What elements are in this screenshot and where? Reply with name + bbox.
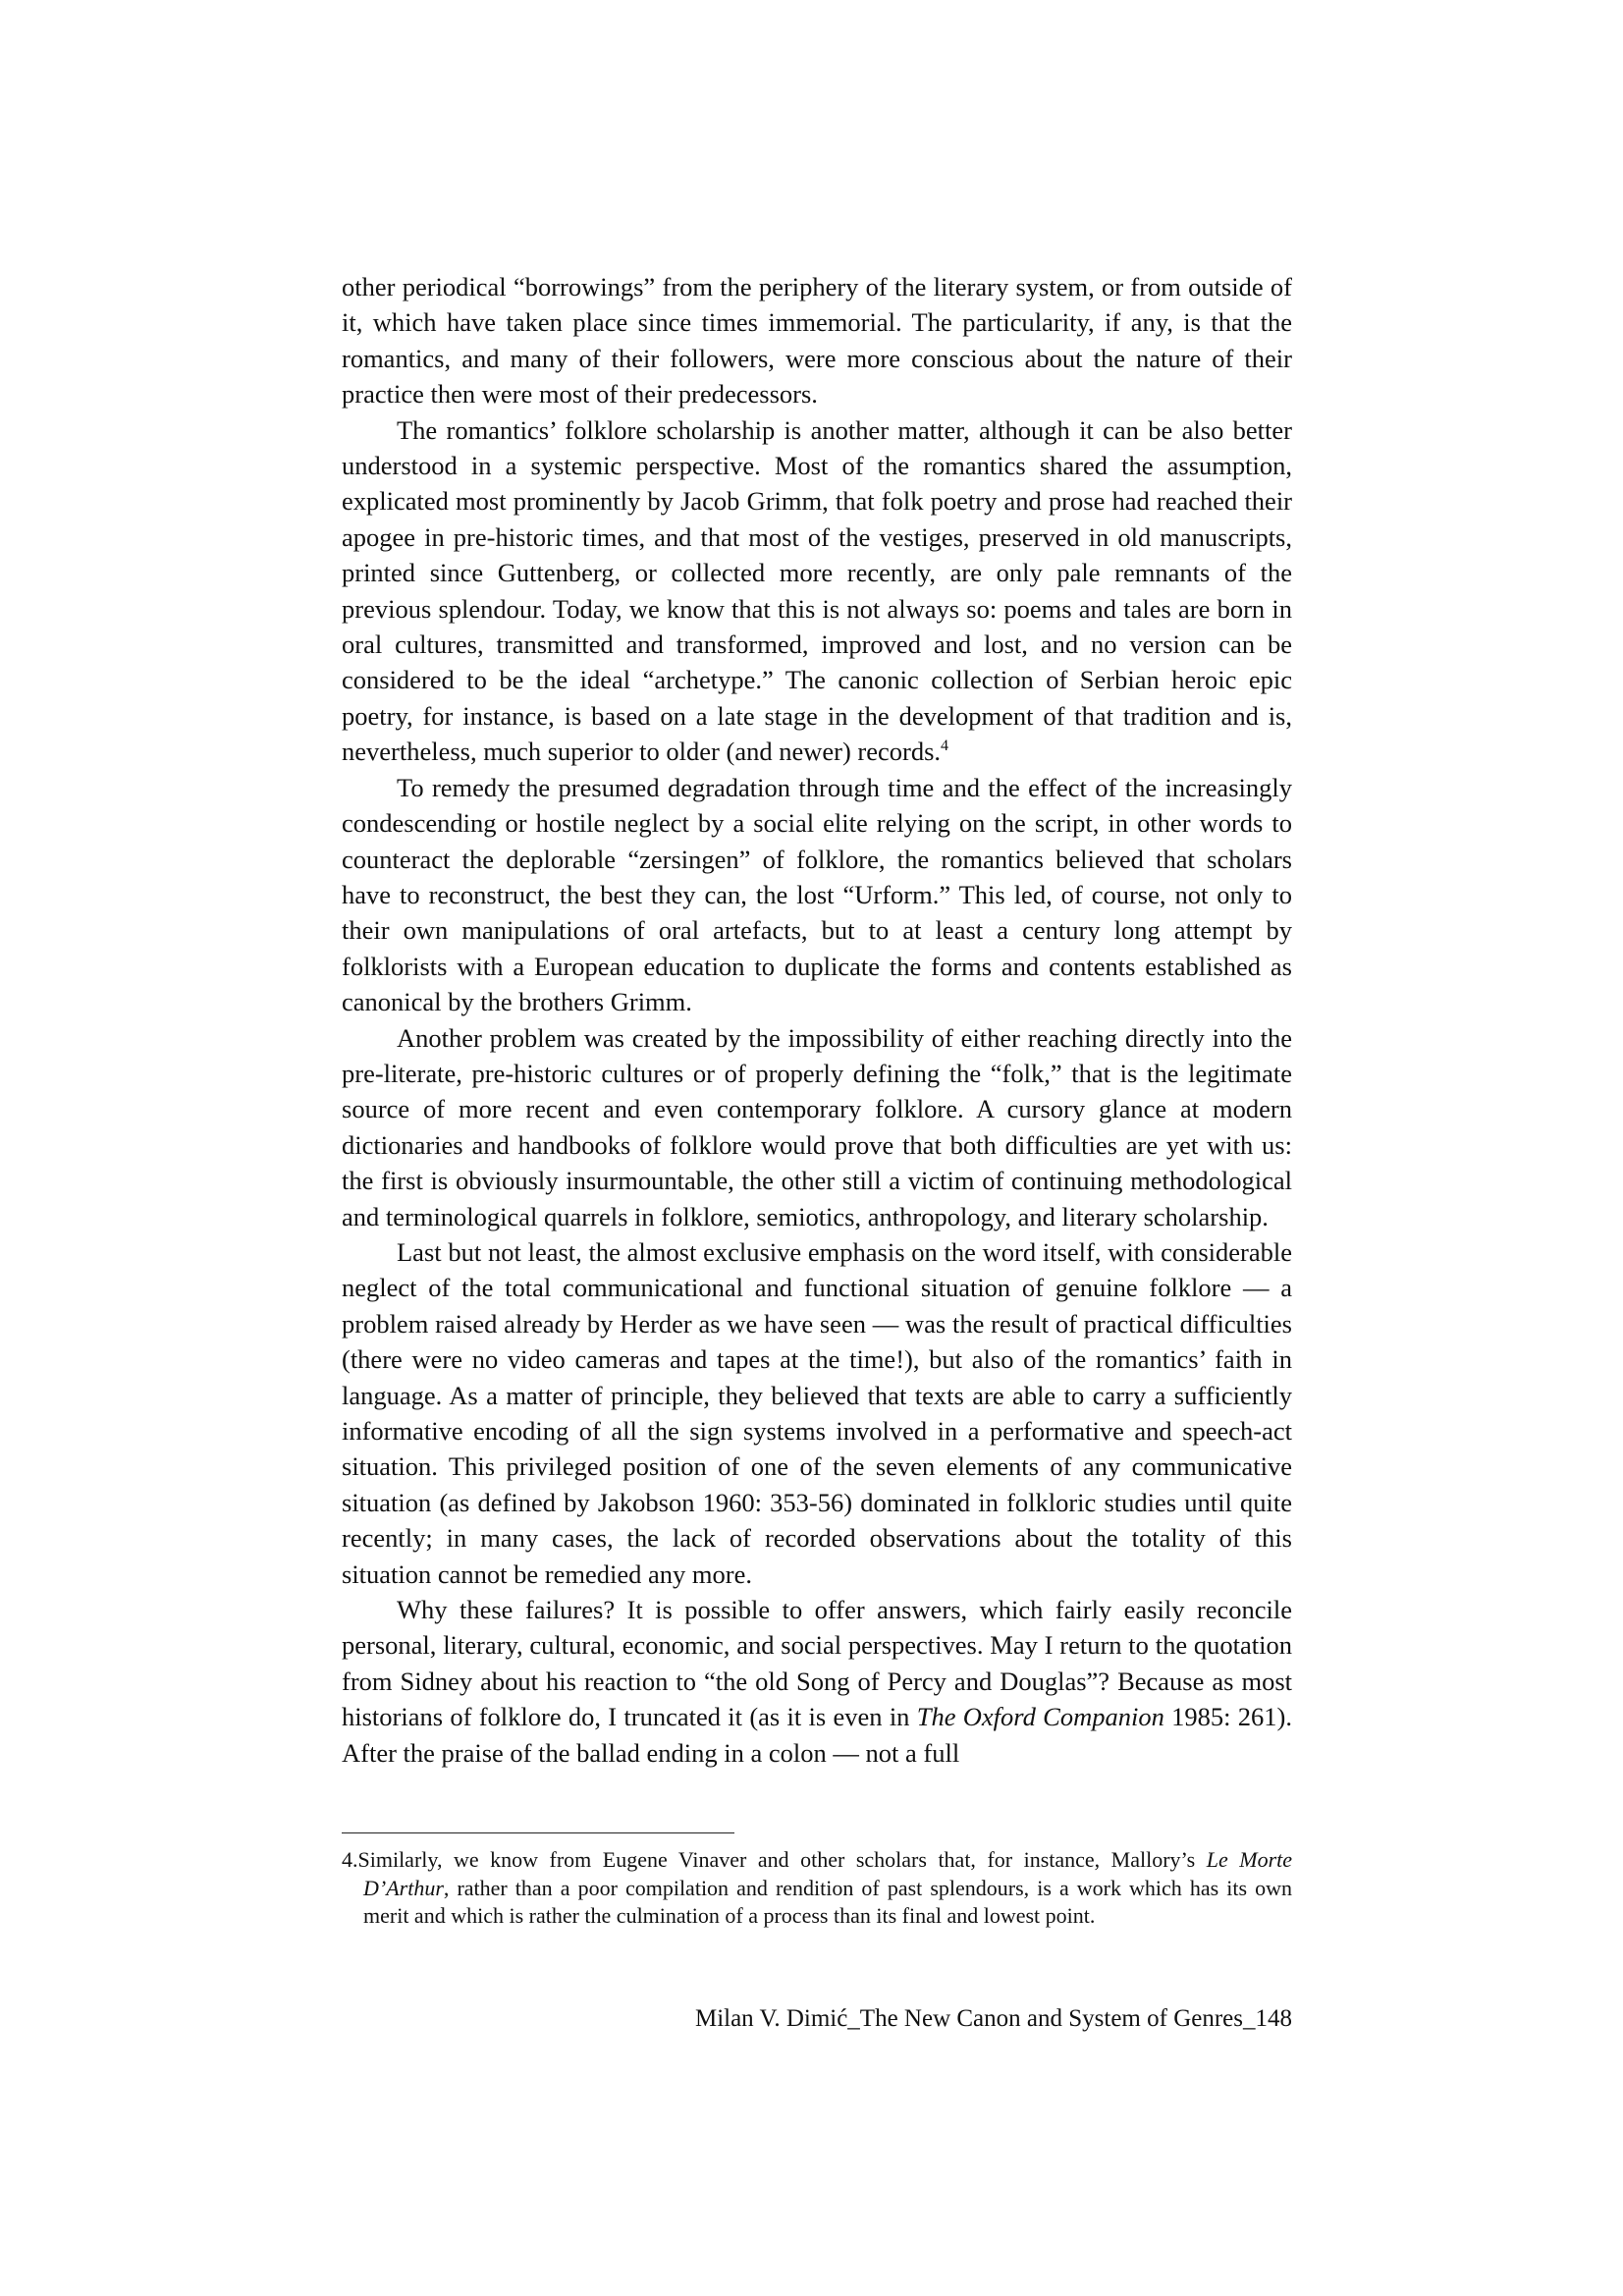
paragraph-text: other periodical “borrowings” from the periphery of the literary system, or from outside of it, which have taken place since times immemorial. The particularity, if any, is that the romantics, and many of their followers, were more conscious about the nature of their practice then were most of their predecessors.: [342, 272, 1292, 410]
running-footer: Milan V. Dimić_The New Canon and System of Genres_148: [694, 2005, 1292, 2032]
paragraph: [342, 770, 1292, 1020]
footnote: [342, 1846, 1292, 1931]
paragraph: [342, 1020, 1292, 1234]
footnote-number: 4.: [342, 1847, 358, 1872]
footnote-text: , rather than a poor compilation and rendition of past splendours, is a work which has its own merit and which is rather the culmination of a process than its final and lowest point.: [363, 1875, 1292, 1928]
paragraph: [342, 269, 1292, 412]
paragraph-text: The romantics’ folklore scholarship is another matter, although it can be also better understood in a systemic perspective. Most of the romantics shared the assumption, explicated most prominently by Jacob Grimm, that folk poetry and prose had reached their apogee in pre-historic times, and that most of the vestiges, preserved in old manuscripts, printed since Guttenberg, or collected more recently, are only pale remnants of the previous splendour. Today, we know that this is not always so: poems and tales are born in oral cultures, transmitted and transformed, improved and lost, and no version can be considered to be the ideal “archetype.” The canonic collection of Serbian heroic epic poetry, for instance, is based on a late stage in the development of that tradition and is, nevertheless, much superior to older (and newer) records.: [342, 414, 1292, 767]
paragraph-text: Another problem was created by the impossibility of either reaching directly into the pre-literate, pre-historic cultures or of properly defining the “folk,” that is the legitimate source of more recent and even contemporary folklore. A cursory glance at modern dictionaries and handbooks of folklore would prove that both difficulties are yet with us: the first is obviously insurmountable, the other still a victim of continuing methodological and terminological quarrels in folklore, semiotics, anthropology, and literary scholarship.: [342, 1022, 1292, 1231]
footnote-text: Similarly, we know from Eugene Vinaver and other scholars that, for instance, Mallory’s: [357, 1847, 1207, 1872]
paragraph: [342, 1234, 1292, 1592]
paragraph-text: Why these failures? It is possible to offer answers, which fairly easily reconcile personal, literary, cultural, economic, and social perspectives. May I return to the quotation from Sidney about his reaction to “the old Song of Percy and Douglas”? Because as most historians of folklore do, I truncated it (as it is even in: [342, 1595, 1292, 1732]
paragraph: [342, 412, 1292, 770]
book-title: The Oxford Companion: [916, 1702, 1164, 1732]
book-title: Le Morte D’Arthur: [363, 1847, 1293, 1900]
paragraph-text: Last but not least, the almost exclusive emphasis on the word itself, with considerable neglect of the total communicational and functional situation of genuine folklore — a problem raised already by Herder as we have seen — was the result of practical difficulties (there were no video cameras and tapes at the time!), but also of the romantics’ faith in language. As a matter of principle, they believed that texts are able to carry a sufficiently informative encoding of all the sign systems involved in a performative and speech-act situation. This privileged position of one of the seven elements of any communicative situation (as defined by Jakobson 1960: 353-56) dominated in folkloric studies until quite recently; in many cases, the lack of recorded observations about the totality of this situation cannot be remedied any more.: [342, 1236, 1292, 1589]
footnote-reference[interactable]: 4: [941, 738, 949, 755]
paragraph: [342, 1592, 1292, 1771]
paragraph-text: To remedy the presumed degradation through time and the effect of the increasingly condescending or hostile neglect by a social elite relying on the script, in other words to counteract the deplorable “zersingen” of folklore, the romantics believed that scholars have to reconstruct, the best they can, the lost “Urform.” This led, of course, not only to their own manipulations of oral artefacts, but to at least a century long attempt by folklorists with a European education to duplicate the forms and contents established as canonical by the brothers Grimm.: [342, 772, 1292, 1017]
main-text: [342, 269, 1292, 1771]
footnote-divider: [342, 1832, 734, 1833]
paragraph-text: 1985: 261). After the praise of the ballad ending in a colon — not a full: [342, 1702, 1292, 1768]
